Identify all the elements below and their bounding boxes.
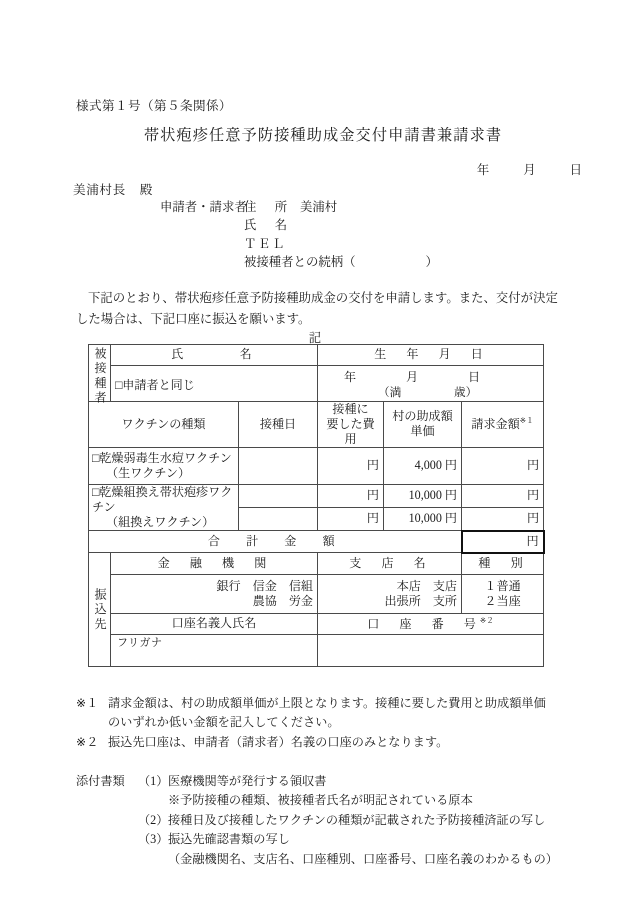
col-header-cost-line1: 接種に — [332, 401, 369, 416]
vaccinee-vertical-label: 被接種者 — [89, 345, 111, 402]
date-year-label: 年 — [476, 163, 490, 177]
bank-institution-options-line1 — [115, 579, 313, 594]
attachment-3-sub: （金融機関名、支店名、口座種別、口座番号、口座名義のわかるもの） — [168, 851, 558, 866]
addressee-name: 美浦村長 — [73, 183, 126, 197]
tel-label: ＴＥＬ — [244, 236, 286, 251]
vaccine-recombinant-date-2[interactable] — [239, 507, 318, 530]
body-line-2: した場合は、下記口座に振込を願います。 — [76, 312, 311, 326]
dob-fields — [322, 366, 539, 385]
account-type-option-futsu: １普通 — [484, 578, 521, 593]
footnotes — [76, 694, 576, 752]
footnote-2-key: ※２ — [76, 734, 99, 749]
col-header-subsidy — [384, 401, 462, 447]
account-number-header — [318, 613, 544, 634]
table-row-total — [89, 531, 544, 553]
attachment-2-num: （2） — [138, 812, 169, 827]
age-open-label: （満 — [378, 386, 402, 400]
vaccine-recombinant-line2: （組換えワクチン） — [106, 515, 215, 530]
attachments-section — [76, 772, 586, 869]
bank-option-rokin: 労金 — [288, 593, 314, 608]
dob-month-label: 月 — [406, 370, 419, 384]
same-as-applicant-checkbox[interactable]: □申請者と同じ — [111, 366, 318, 402]
table-row-vaccinee-header — [89, 345, 544, 366]
vaccine-recombinant-subsidy-2: 10,000 円 — [384, 507, 462, 530]
footnote-1-key: ※１ — [76, 696, 99, 710]
bank-option-shinkumi: 信組 — [288, 578, 314, 593]
form-number: 様式第１号（第５条関係） — [76, 99, 232, 113]
account-number-header-text: 口 座 番 号 — [367, 616, 480, 631]
branch-option-shiten: 支店 — [432, 578, 458, 593]
relation-open-paren: （ — [343, 255, 356, 270]
branch-option-honten: 本店 — [396, 578, 421, 593]
name-label: 氏 名 — [244, 218, 291, 233]
bank-option-shinkin: 信金 — [252, 578, 277, 593]
attachment-3-row — [76, 830, 586, 849]
bank-option-ginko: 銀行 — [216, 578, 241, 593]
dob-input-cell[interactable] — [318, 366, 544, 402]
ki-marker: 記 — [308, 331, 322, 345]
total-label: 合 計 金 額 — [89, 531, 462, 553]
vaccine-recombinant-subsidy-1: 10,000 円 — [384, 484, 462, 507]
col-header-subsidy-line2: 単価 — [410, 424, 435, 439]
attachment-1-text: 医療機関等が発行する領収書 — [168, 774, 327, 788]
applicant-role-label: 申請者・請求者 — [160, 200, 247, 214]
vaccine-recombinant-cost-2[interactable]: 円 — [318, 507, 384, 530]
bank-account-type-options[interactable] — [462, 574, 544, 613]
table-row-vaccine-recombinant-dose1 — [89, 484, 544, 507]
address-value: 美浦村 — [300, 200, 338, 214]
attachment-3-text: 振込先確認書類の写し — [168, 832, 290, 847]
branch-option-shucchojo: 出張所 — [384, 593, 421, 608]
col-header-vaccination-date: 接種日 — [239, 401, 318, 447]
account-holder-header: 口座名義人氏名 — [111, 613, 318, 634]
dob-day-label: 日 — [468, 370, 481, 384]
bank-branch-options-line1 — [322, 579, 457, 594]
vaccine-live-line2: （生ワクチン） — [106, 465, 191, 480]
applicant-block — [160, 198, 438, 272]
col-header-cost — [318, 401, 384, 447]
col-header-subsidy-line1: 村の助成額 — [392, 409, 453, 424]
attachment-3-sub-row — [76, 850, 586, 869]
table-row-vaccinee-values — [89, 366, 544, 402]
furigana-label: フリガナ — [117, 636, 163, 649]
applicant-address-row — [160, 198, 438, 216]
table-row-vaccine-live — [89, 447, 544, 484]
col-header-claim-note: ※１ — [519, 416, 534, 426]
attachment-1-sub-row — [76, 791, 586, 810]
addressee — [73, 179, 153, 198]
attachment-3-num: （3） — [138, 832, 169, 847]
footnote-2-line1 — [76, 733, 576, 752]
address-label: 住 所 — [244, 200, 291, 214]
table-row-vaccine-header — [89, 401, 544, 447]
date-month-label: 月 — [523, 163, 536, 177]
bank-branch-options-line2 — [322, 594, 457, 609]
bank-institution-header: 金 融 機 関 — [111, 553, 318, 575]
body-line-1: 下記のとおり、帯状疱疹任意予防接種助成金の交付を申請します。また、交付が決定 — [88, 291, 558, 305]
col-header-vaccine-type: ワクチンの種類 — [89, 401, 239, 447]
account-type-option-toza: ２当座 — [484, 593, 521, 608]
bank-institution-options-line2 — [115, 594, 313, 609]
main-table-wrapper — [88, 344, 543, 667]
body-paragraph — [76, 288, 560, 330]
dob-year-label: 年 — [344, 370, 357, 384]
table-row-bank-header — [89, 553, 544, 575]
document-title: 帯状疱疹任意予防接種助成金交付申請書兼請求書 — [143, 127, 503, 144]
footnote-1-text: 請求金額は、村の助成額単価が上限となります。接種に要した費用と助成額単価 — [108, 696, 546, 710]
vaccine-recombinant-claim-2[interactable]: 円 — [462, 507, 544, 530]
vaccine-live-subsidy: 4,000 円 — [384, 447, 462, 484]
attachment-2-text: 接種日及び接種したワクチンの種類が記載された予防接種済証の写し — [168, 812, 546, 827]
vaccinee-dob-header: 生 年 月 日 — [318, 345, 544, 366]
table-row-bank-options — [89, 574, 544, 613]
branch-option-shisho: 支所 — [432, 593, 458, 608]
footnote-2-text: 振込先口座は、申請者（請求者）名義の口座のみとなります。 — [108, 734, 449, 749]
attachment-2-row — [76, 811, 586, 830]
table-row-account-values — [89, 634, 544, 666]
bank-branch-options[interactable] — [318, 574, 462, 613]
submission-date-line — [0, 160, 630, 178]
bank-option-nokyo: 農協 — [252, 593, 277, 608]
applicant-relation-row — [160, 253, 438, 271]
vaccine-recombinant-name[interactable] — [89, 484, 239, 530]
application-table — [88, 344, 545, 667]
table-row-account-header — [89, 613, 544, 634]
vaccine-live-claim[interactable]: 円 — [462, 447, 544, 484]
vaccine-recombinant-claim-1[interactable]: 円 — [462, 484, 544, 507]
vaccine-live-date[interactable] — [239, 447, 318, 484]
attachment-1-row — [76, 772, 586, 791]
vaccine-live-cost[interactable]: 円 — [318, 447, 384, 484]
bank-type-header: 種 別 — [462, 553, 544, 575]
account-number-note: ※２ — [479, 615, 494, 625]
col-header-claim-text: 請求金額 — [471, 417, 520, 432]
applicant-tel-row — [160, 235, 438, 253]
attachment-1-sub: ※予防接種の種類、被接種者氏名が明記されている原本 — [168, 793, 473, 808]
vaccine-recombinant-date-1[interactable] — [239, 484, 318, 507]
bank-institution-options[interactable] — [111, 574, 318, 613]
attachments-heading: 添付書類 — [76, 774, 125, 788]
footnote-1-line1 — [76, 694, 576, 713]
vaccinee-name-header: 氏 名 — [111, 345, 318, 366]
applicant-name-row — [160, 216, 438, 234]
relation-label: 被接種者との続柄 — [244, 255, 344, 270]
age-unit-label: 歳） — [454, 386, 478, 400]
transfer-vertical-label: 振込先 — [89, 553, 111, 666]
col-header-claim — [462, 401, 544, 447]
vaccine-live-line1: □乾燥弱毒生水痘ワクチン — [92, 450, 232, 465]
account-number-input[interactable] — [318, 634, 544, 666]
total-value[interactable]: 円 — [462, 531, 544, 553]
footnote-1-line2: のいずれか低い金額を記入してください。 — [108, 715, 340, 730]
vaccine-recombinant-cost-1[interactable]: 円 — [318, 484, 384, 507]
vaccine-live-name[interactable] — [89, 447, 239, 484]
bank-branch-header: 支 店 名 — [318, 553, 462, 575]
account-holder-input[interactable] — [111, 634, 318, 666]
age-fields — [322, 385, 539, 400]
vaccine-recombinant-line1: □乾燥組換え帯状疱疹ワクチン — [92, 484, 233, 515]
col-header-cost-line2: 要した費用 — [326, 416, 375, 446]
addressee-honorific: 殿 — [139, 183, 153, 197]
relation-close-paren: ） — [425, 255, 438, 270]
attachment-1-num: （1） — [138, 774, 169, 788]
date-day-label: 日 — [569, 163, 582, 177]
